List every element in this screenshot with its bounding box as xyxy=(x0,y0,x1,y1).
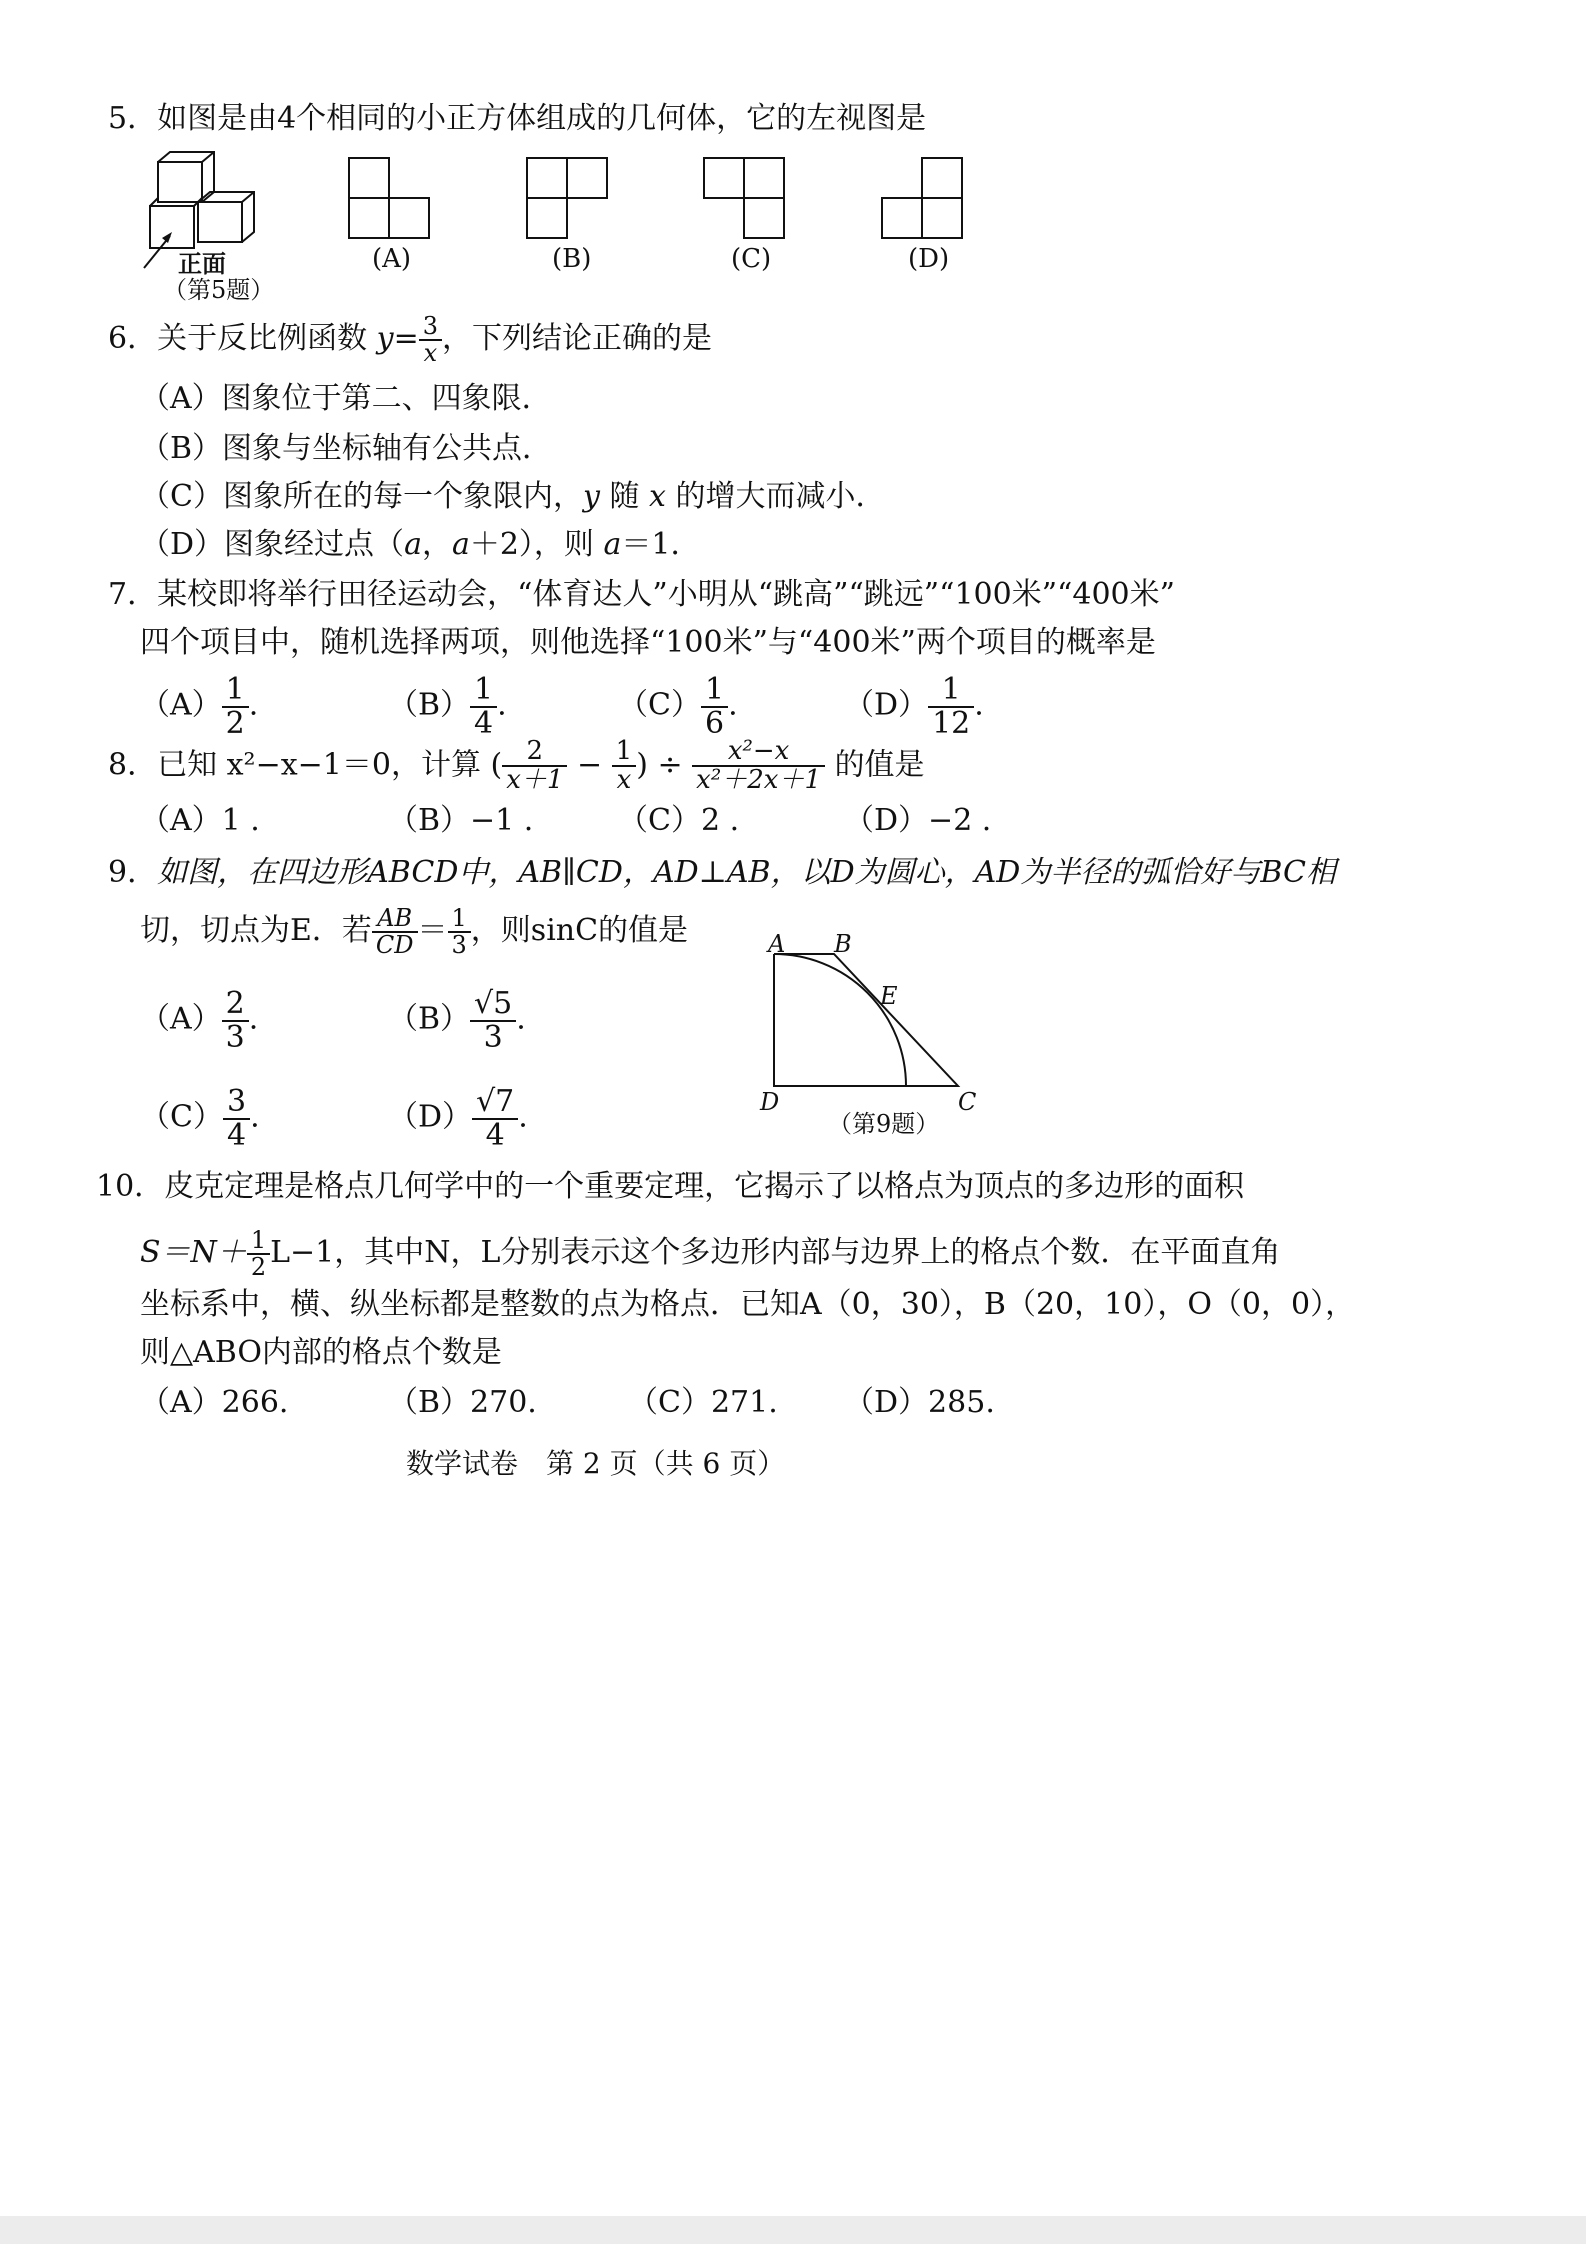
q9-point-a: A xyxy=(768,930,786,958)
q5-option-d-label: (D) xyxy=(908,244,950,274)
q7-option-b-fraction xyxy=(470,674,497,739)
q9-point-c: C xyxy=(958,1088,977,1116)
q7-option-b-den: 4 xyxy=(474,705,494,741)
q9-ratio-den: CD xyxy=(375,931,414,960)
q8-fraction-1 xyxy=(502,738,567,795)
q10-formula-pre: S＝N＋ xyxy=(140,1235,247,1271)
q6-text-post: ，下列结论正确的是 xyxy=(442,321,713,357)
q9-option-c-label: （C） xyxy=(140,1099,223,1135)
q5-solid-figure xyxy=(140,150,280,260)
q6-func-den: x xyxy=(423,339,438,368)
q7-text-line1: 某校即将举行田径运动会，“体育达人”小明从“跳高”“跳远”“100米”“400米” xyxy=(157,577,1175,612)
q8-fraction-1-num: 2 xyxy=(502,738,567,767)
q9-option-c-den: 4 xyxy=(226,1117,247,1153)
q9-figure-caption: （第9题） xyxy=(828,1110,940,1138)
q9-text-line1: 如图，在四边形ABCD中，AB∥CD，AD⊥AB，以D为圆心，AD为半径的弧恰好与BC相 xyxy=(157,855,1336,890)
q6-option-d-a3: a xyxy=(603,527,622,562)
q6-option-d xyxy=(140,527,701,562)
q10-option-a: （A）266. xyxy=(140,1385,289,1420)
q10-stem-line2 xyxy=(140,1228,1280,1280)
q6-option-c-part3: 的增大而减小． xyxy=(665,479,886,514)
q9-option-d-num: √7 xyxy=(472,1086,518,1120)
q10-half-num: 1 xyxy=(247,1228,270,1255)
q8-fraction-2-num: 1 xyxy=(612,738,637,767)
q6-option-d-part2: ， xyxy=(421,527,452,562)
q7-option-c xyxy=(618,674,738,739)
q5-option-c-figure xyxy=(703,157,787,241)
q7-option-c-dot: . xyxy=(728,687,738,723)
page-footer: 数学试卷 第 2 页（共 6 页） xyxy=(406,1447,786,1480)
q5-option-a-figure xyxy=(348,157,432,241)
q5-number: 5． xyxy=(108,101,158,136)
q10-half-den: 2 xyxy=(250,1253,267,1282)
q8-number: 8． xyxy=(108,747,158,783)
q7-option-b-dot: . xyxy=(497,687,507,723)
q7-option-a-dot: . xyxy=(248,687,259,723)
q9-option-d-dot: . xyxy=(518,1099,528,1135)
q8-fraction-3 xyxy=(692,738,825,795)
q8-option-b: （B）−1 . xyxy=(388,803,534,838)
q10-half-fraction xyxy=(247,1228,270,1280)
q7-option-d-dot: . xyxy=(974,687,984,723)
q8-option-c: （C）2 . xyxy=(618,803,740,838)
q7-option-c-num: 1 xyxy=(701,674,728,708)
q7-option-d-den: 12 xyxy=(932,705,971,741)
q9-option-a-dot: . xyxy=(248,1001,259,1037)
q7-number: 7． xyxy=(108,577,158,612)
q9-option-a-label: （A） xyxy=(140,1001,222,1037)
q6-option-d-part3: ＋2），则 xyxy=(469,527,604,562)
q6-func-num: 3 xyxy=(419,314,442,341)
q8-option-a: （A）1 . xyxy=(140,803,260,838)
q8-fraction-1-den: x＋1 xyxy=(506,765,564,796)
q9-option-a xyxy=(140,988,258,1053)
q7-option-d-fraction xyxy=(928,674,974,739)
q6-text-pre: 关于反比例函数 xyxy=(157,321,368,357)
q6-option-c-part1: （C）图象所在的每一个象限内， xyxy=(140,479,583,514)
q5-stem xyxy=(108,101,927,136)
q7-option-a-den: 2 xyxy=(225,705,245,741)
q5-option-d-figure xyxy=(881,157,965,241)
q8-condition: x²−x−1＝0，计算 xyxy=(226,747,481,783)
q7-option-a-num: 1 xyxy=(222,674,249,708)
q5-figure-caption: （第5题） xyxy=(163,276,275,304)
q9-option-b-dot: . xyxy=(516,1001,526,1037)
q7-option-c-label: （C） xyxy=(618,687,701,723)
q9-stem-line1 xyxy=(108,855,1336,890)
q8-text-pre: 已知 xyxy=(157,747,218,783)
q6-option-c-y: y xyxy=(582,479,600,514)
q6-func-fraction xyxy=(419,314,442,366)
q9-value-fraction xyxy=(448,906,471,958)
q10-stem-line1 xyxy=(96,1169,1245,1204)
q5-front-label: 正面 xyxy=(178,249,226,278)
q8-stem xyxy=(108,738,925,795)
q9-point-b: B xyxy=(834,930,852,958)
q9-option-a-num: 2 xyxy=(222,988,249,1022)
q5-option-b-label: (B) xyxy=(552,244,592,274)
q9-option-b xyxy=(388,988,526,1053)
q6-func-y: y xyxy=(376,321,394,357)
q6-option-c xyxy=(140,479,886,514)
q9-option-c-dot: . xyxy=(250,1099,260,1135)
q9-option-d-label: （D） xyxy=(388,1099,473,1135)
q6-option-d-part1: （D）图象经过点（ xyxy=(140,527,405,562)
q8-divide: ÷ xyxy=(657,747,683,783)
q10-text-line1: 皮克定理是格点几何学中的一个重要定理，它揭示了以格点为顶点的多边形的面积 xyxy=(164,1169,1245,1204)
q7-option-d-num: 1 xyxy=(928,674,974,708)
q6-option-d-part4: ＝1． xyxy=(621,527,701,562)
q9-option-b-fraction xyxy=(470,988,516,1053)
q8-fraction-3-num: x²−x xyxy=(692,738,825,767)
q9-option-a-den: 3 xyxy=(225,1019,245,1055)
q9-option-d-den: 4 xyxy=(485,1117,505,1153)
q8-fraction-2-den: x xyxy=(616,765,632,796)
q7-option-b-label: （B） xyxy=(388,687,471,723)
q10-stem-line4: 则△ABO内部的格点个数是 xyxy=(140,1335,502,1370)
q8-left-paren: ( xyxy=(490,747,503,783)
q9-option-c xyxy=(140,1086,260,1151)
q9-option-c-num: 3 xyxy=(223,1086,250,1120)
q7-option-b xyxy=(388,674,507,739)
q6-option-d-a2: a xyxy=(451,527,470,562)
q9-option-b-label: （B） xyxy=(388,1001,471,1037)
q7-stem-line2: 四个项目中，随机选择两项，则他选择“100米”与“400米”两个项目的概率是 xyxy=(140,625,1156,660)
q5-option-b-figure xyxy=(526,157,610,241)
q6-func-eq: = xyxy=(393,321,419,357)
q8-fraction-2 xyxy=(612,738,637,795)
q8-minus: − xyxy=(576,747,603,783)
q8-fraction-3-den: x²＋2x＋1 xyxy=(696,765,822,796)
q7-option-c-den: 6 xyxy=(704,705,725,741)
q10-stem-line3: 坐标系中，横、纵坐标都是整数的点为格点．已知A（0，30），B（20，10），O（0，0）， xyxy=(140,1287,1356,1322)
q10-option-b: （B）270. xyxy=(388,1385,537,1420)
q10-option-c: （C）271. xyxy=(628,1385,778,1420)
q9-value-den: 3 xyxy=(451,931,467,960)
q9-number: 9． xyxy=(108,855,158,890)
q6-option-d-a1: a xyxy=(404,527,422,562)
q6-option-c-part2: 随 xyxy=(599,479,649,514)
q9-option-b-den: 3 xyxy=(483,1019,503,1055)
q7-option-a xyxy=(140,674,258,739)
q9-option-d-fraction xyxy=(472,1086,518,1151)
q9-stem-line2 xyxy=(140,906,688,958)
q6-stem xyxy=(108,314,712,366)
q10-option-d: （D）285. xyxy=(844,1385,995,1420)
bottom-band xyxy=(0,2216,1586,2244)
q8-option-d: （D）−2 . xyxy=(844,803,992,838)
q6-option-b: （B）图象与坐标轴有公共点． xyxy=(140,431,553,466)
q9-value-num: 1 xyxy=(448,906,471,933)
q9-equals: ＝ xyxy=(417,913,448,949)
q5-option-c-label: (C) xyxy=(731,244,772,274)
q10-number: 10． xyxy=(96,1169,165,1204)
q7-option-a-label: （A） xyxy=(140,687,222,723)
q9-point-e: E xyxy=(880,982,898,1010)
q9-option-b-num: √5 xyxy=(470,988,516,1022)
q7-option-d xyxy=(844,674,984,739)
q5-text: 如图是由4个相同的小正方体组成的几何体，它的左视图是 xyxy=(157,101,927,136)
q7-stem-line1 xyxy=(108,577,1175,612)
q10-text-line2-post: L−1，其中N，L分别表示这个多边形内部与边界上的格点个数．在平面直角 xyxy=(270,1235,1281,1271)
q6-option-a: （A）图象位于第二、四象限． xyxy=(140,381,552,416)
q9-quadrilateral-figure xyxy=(774,954,964,1090)
q9-option-a-fraction xyxy=(222,988,249,1053)
q7-option-c-fraction xyxy=(701,674,728,739)
q7-option-b-num: 1 xyxy=(470,674,497,708)
q9-ratio-fraction xyxy=(372,906,418,958)
q6-number: 6． xyxy=(108,321,158,357)
q9-option-d xyxy=(388,1086,528,1151)
q9-ratio-num: AB xyxy=(372,906,418,933)
q8-right-paren: ) xyxy=(636,747,648,783)
q5-option-a-label: (A) xyxy=(372,244,412,274)
q7-option-a-fraction xyxy=(222,674,249,739)
q9-option-c-fraction xyxy=(223,1086,250,1151)
q6-option-c-x: x xyxy=(649,479,666,514)
q9-point-d: D xyxy=(760,1088,780,1116)
q8-text-post: 的值是 xyxy=(834,747,925,783)
q9-text-line2-pre: 切，切点为E．若 xyxy=(140,913,372,949)
q9-text-line2-post: ，则sinC的值是 xyxy=(470,913,689,949)
q7-option-d-label: （D） xyxy=(844,687,929,723)
